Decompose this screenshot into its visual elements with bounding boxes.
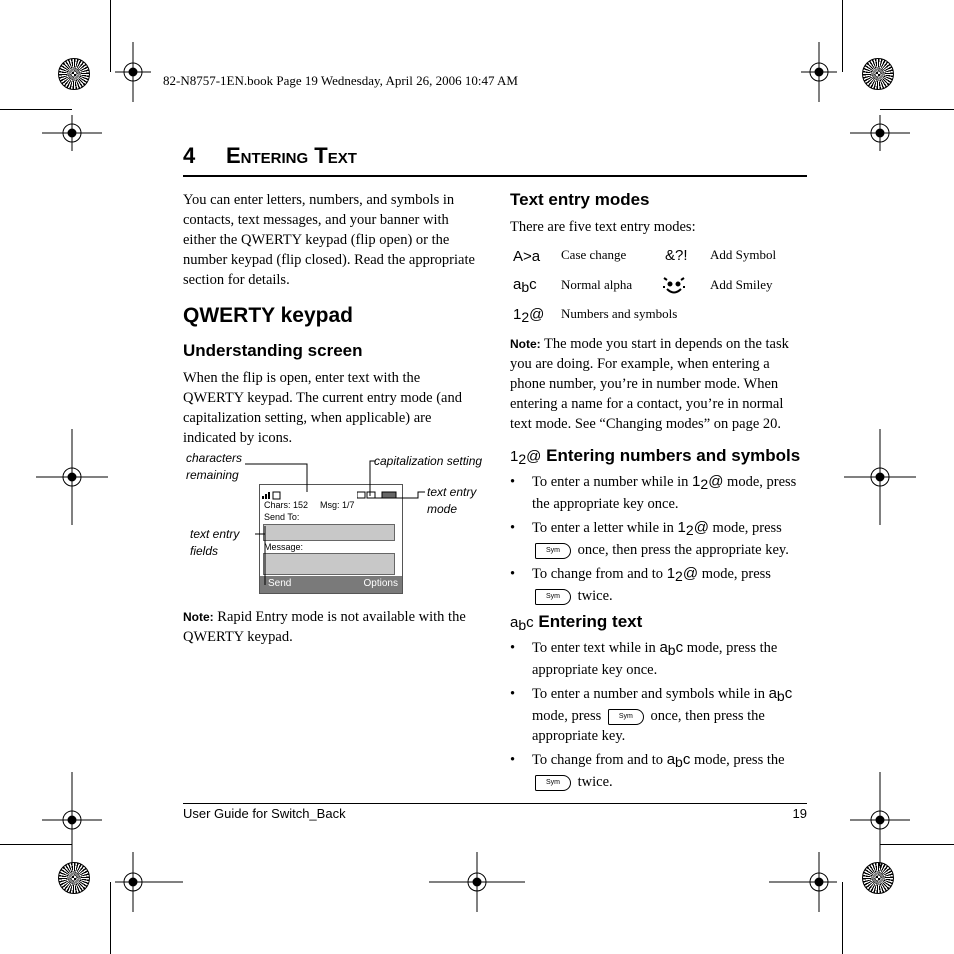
callout-capitalization-setting: capitalization setting (374, 454, 483, 468)
screen-chars: Chars: 152 (264, 500, 309, 510)
footer-title: User Guide for Switch_Back (183, 806, 346, 821)
note-label: Note: (183, 610, 214, 624)
qwerty-note (183, 607, 478, 647)
chapter-title: Entering Text (226, 143, 357, 168)
footer-rule (183, 803, 807, 804)
entering-numbers-heading: 12@ Entering numbers and symbols (510, 446, 801, 467)
screen-send-to: Send To: (264, 512, 300, 522)
understanding-screen-heading: Understanding screen (183, 341, 363, 360)
mode-add-smiley: Add Smiley (710, 277, 773, 292)
smiley-icon (662, 275, 686, 299)
chapter-rule (183, 175, 807, 177)
list-item: • To enter a number and symbols while in abc mode, press Sym once, then press the appropriate key. (510, 684, 806, 746)
list-item: • To change from and to 12@ mode, press Sym twice. (510, 564, 806, 606)
mode-add-symbol: Add Symbol (710, 247, 777, 262)
print-slug-line: 82-N8757-1EN.book Page 19 Wednesday, April 26, 2006 10:47 AM (163, 73, 518, 88)
callout-characters-remaining: characters remaining (186, 451, 243, 482)
normal-alpha-icon: abc (659, 639, 684, 658)
normal-alpha-icon: abc (510, 614, 534, 633)
normal-alpha-icon: abc (513, 276, 537, 295)
callout-text-entry-fields: text entry fields (190, 527, 240, 558)
entering-text-heading: abc Entering text (510, 612, 643, 633)
text-entry-modes-heading: Text entry modes (510, 190, 650, 209)
numbers-symbols-icon: 12@ (692, 473, 724, 492)
sym-key-icon: Sym (535, 543, 571, 559)
text-bullet-list (510, 638, 806, 796)
page-number: 19 (792, 806, 807, 821)
sym-key-icon: Sym (535, 775, 571, 791)
sym-key-icon: Sym (608, 709, 644, 725)
screen-msg: Msg: 1/7 (320, 500, 355, 510)
mode-numbers-symbols: Numbers and symbols (561, 306, 678, 321)
text-entry-modes-intro: There are five text entry modes: (510, 219, 696, 235)
normal-alpha-icon: abc (666, 751, 691, 770)
intro-paragraph: You can enter letters, numbers, and symbols in contacts, text messages, and your banner with either the QWERTY keypad (flip open) or the number keypad (flip closed). Read the appropriate section for details. (183, 192, 475, 288)
note-label: Note: (510, 337, 541, 351)
mode-normal-alpha: Normal alpha (561, 277, 633, 292)
understanding-screen-paragraph: When the flip is open, enter text with the QWERTY keypad. The current entry mode (and capitalization setting, when applicable) are indicated by icons. (183, 370, 462, 446)
callout-leaders (183, 450, 493, 600)
mode-case-change: Case change (561, 247, 627, 262)
qwerty-heading: QWERTY keypad (183, 304, 353, 327)
modes-note-text: The mode you start in depends on the task you are doing. For example, when entering a phone number, you’re in number mode. When entering a name for a contact, you’re in normal text mode. See “Changing modes” on page 20. (510, 336, 789, 432)
softkey-options: Options (363, 578, 398, 589)
callout-text-entry-mode: text entry mode (427, 485, 477, 516)
case-change-icon: A>a (513, 248, 541, 265)
screen-message: Message: (264, 542, 304, 552)
list-item: • To enter text while in abc mode, press the appropriate key once. (510, 638, 806, 680)
modes-note (510, 334, 806, 434)
chapter-number: 4 (183, 143, 196, 168)
numbers-bullet-list (510, 472, 806, 610)
softkey-send: Send (268, 578, 292, 589)
list-item: • To enter a letter while in 12@ mode, press Sym once, then press the appropriate key. (510, 518, 806, 560)
phone-screen-figure (183, 450, 493, 600)
numbers-symbols-icon: 12@ (677, 519, 709, 538)
qwerty-note-text: Rapid Entry mode is not available with the QWERTY keypad. (183, 609, 466, 645)
normal-alpha-icon: abc (768, 685, 793, 704)
sym-key-icon: Sym (535, 589, 571, 605)
list-item: • To enter a number while in 12@ mode, press the appropriate key once. (510, 472, 806, 514)
numbers-symbols-icon: 12@ (666, 565, 699, 584)
list-item: • To change from and to abc mode, press the Sym twice. (510, 750, 806, 792)
numbers-symbols-icon: 12@ (510, 448, 542, 467)
add-symbol-icon: &?! (665, 247, 688, 264)
numbers-symbols-icon: 12@ (513, 306, 545, 325)
